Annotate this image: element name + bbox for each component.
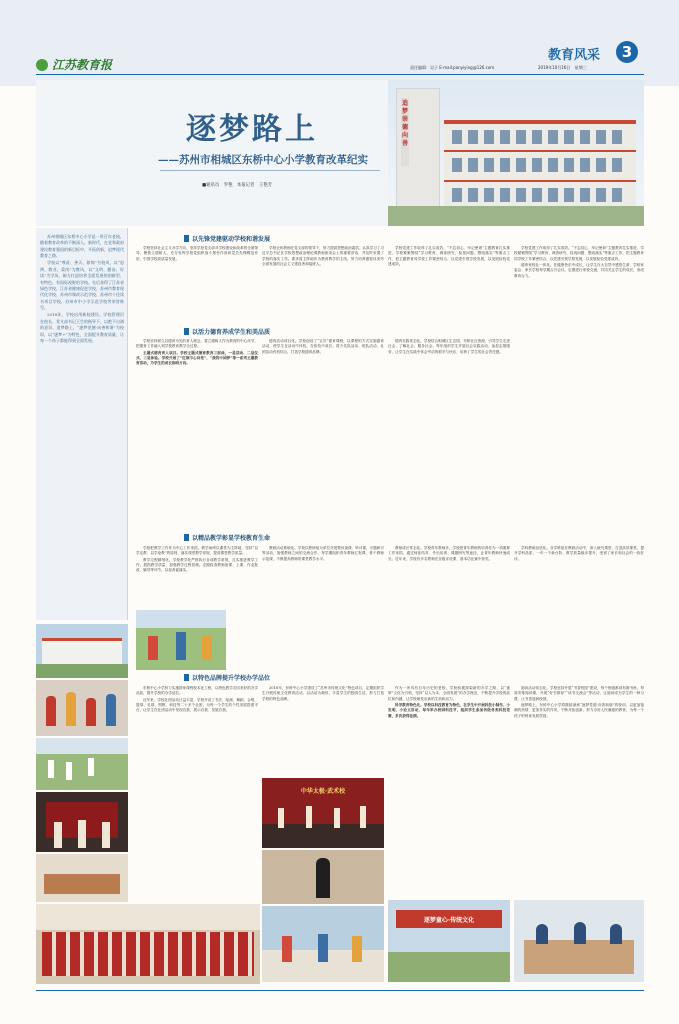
school-building-photo	[388, 80, 644, 226]
section-heading-text: 以精品教学彰显学校教育生命	[192, 534, 271, 542]
section3-col2	[262, 546, 384, 646]
body-paragraph: 学校党建工作取得了扎实成效。“不忘初心、牢记使命”主题教育扎实推进，学校紧紧围绕“学习教育、调查研究、检视问题、整改落实”等重点工作，把主题教育同学校工作紧密结合，以党建引领学校发展，以发展检验党建成效。	[514, 246, 644, 261]
section-heading-text: 以先锋党建驱动学校和谐发展	[192, 235, 271, 243]
right-column-upper	[514, 246, 644, 529]
building-sign: 追梦崇德向善	[402, 100, 409, 147]
article-title: 逐梦路上	[186, 112, 318, 147]
stage-banner-text: 中华太极·武术校	[300, 788, 346, 795]
body-paragraph: 教师成长常态化。学校青年教师多，学校把青年教师的培养作为一项重要工作来抓，通过师徒结对、外出培训、课题研究等途径，让青年教师快速成长。近年来，学校有多名教师在各级评优课、基本功比赛中获奖。	[388, 546, 510, 561]
body-paragraph: 教研活动系统化。学校以教研组为单位开展集体备课、听评课、专题研讨等活动，加强教师之间的交流合作，每学期组织青年教师汇报课、骨干教师示范课，不断提高教师的课堂教学水平。	[262, 546, 384, 561]
body-paragraph: 阅读活动常态化。学校坚持开展“书香校园”建设，每个班级都设有图书角，每周安排阅读课，开展“好书推荐”“读书交流会”等活动，让阅读成为学生的一种习惯，让书香浸润校园。	[514, 686, 644, 701]
sports-field-photo	[36, 738, 128, 790]
body-paragraph: 学校党建工作取得了扎实成效。“不忘初心、牢记使命”主题教育扎实推进，学校紧紧围绕“学习教育、调查研究、检视问题、整改落实”等重点工作，把主题教育同学校工作紧密结合，以党建引领学校发展，以发展检验党建成效。	[388, 246, 510, 267]
section-heading-text: 以特色品牌提升学校办学品位	[192, 674, 271, 682]
campus-photo	[36, 624, 128, 678]
section3-col3	[388, 546, 510, 646]
students-dance-photo	[36, 680, 128, 736]
section-heading-text: 以活力德育养成学生和美品质	[192, 328, 271, 336]
logo-icon	[36, 59, 48, 71]
classroom-photo	[514, 900, 644, 982]
section4-col1	[136, 686, 258, 914]
heading-marker	[184, 534, 189, 541]
section1-col1	[136, 246, 258, 324]
editor-line: 责任编辑：吴子 E-mail:panyiying@126.com	[410, 65, 495, 70]
body-paragraph: 2018年，东桥中心小学建设了“苏州市传统文化”特色项目，定期组织学生开展传统文化教育活动，以活动为载体，丰富学生的校园生活，努力打造学校的特色品牌。	[262, 686, 384, 701]
body-paragraph: 近年来，学校社团活动日益丰富，学校开设了书法、绘画、舞蹈、合唱、篮球、足球、围棋、科技等二十多个社团，为每一个学生的个性发展搭建平台，让学生在社团活动中发现自我、展示自我、发展自我。	[136, 697, 258, 713]
orchard-photo	[136, 610, 226, 670]
heading-marker	[184, 235, 189, 242]
section1-col3	[388, 246, 510, 324]
section3-col4	[514, 546, 644, 646]
intro-paragraph: 苏州相城区东桥中心小学是一所百年老校，随着教育改革的不断深入，新时代，在党和政府建设教育强国的新目标中，开拓创新，追梦现代教育之路。	[40, 234, 124, 259]
section4-col4	[514, 686, 644, 896]
body-paragraph: 逐梦路上，东桥中心小学将继续秉承“逐梦党德·向善和谐”的校训，以更加饱满的热情、更加务实的作风，不断开拓创新，努力办好人民满意的教育，为每一个孩子的终身发展奠基。	[514, 703, 644, 718]
subtitle-rule	[160, 170, 380, 171]
masthead-date	[538, 65, 587, 71]
body-paragraph: 科学教育特色化。学校以科技教育为特色，在学生中开展科技小制作、小发明、小论文活动，每年举办校园科技节，组织学生参加各级各类科技竞赛，多次获得佳绩。	[388, 703, 510, 718]
section2-col1	[136, 339, 258, 529]
body-paragraph: 学校坚持社会主义办学方向，坚持学校党支部对学校建设和改革的全面领导，聚焦立德树人，充分发挥学校党组织战斗堡垒作用和党员先锋模范作用，引领学校高质量发展。	[136, 246, 258, 261]
section-label: 教育风采	[548, 48, 601, 63]
body-paragraph: 作为一所具有百年历史的老校，学校积极探索新的办学之路，以“逐梦”文化为引领，坚持“以人为本、全面发展”的办学理念，不断提升学校的品位和内涵，让学校焕发出新的生机和活力。	[388, 686, 510, 701]
byline: ■通讯员 罗艳 本报记者 王艳芳	[202, 183, 273, 188]
masthead-logo: 江苏教育报	[36, 56, 112, 73]
section-heading	[184, 532, 270, 542]
intro-column	[40, 234, 124, 616]
student-group-photo	[36, 904, 260, 984]
section-heading	[184, 326, 270, 336]
body-paragraph: 德育实践常态化。学校结合相城区生态园、东桥社区资源，引导学生走进社会、了解社会、服务社会。每年组织学生开展社会实践活动，参加志愿服务，让学生在实践中体会劳动的艰辛与快乐，培养了学生的社会责任感。	[388, 339, 510, 354]
performer-photo	[262, 850, 384, 904]
stage-event-photo	[262, 778, 384, 848]
body-paragraph: 学校全体教师在党支部的领导下，努力提高思想政治素质，认真学习了习近平总书记在学校思想政治理论课教师座谈会上的重要讲话，并及时布置了学校的落实工作。要求将主阵地作为教育教学的主线，努力培养德智体美劳全面发展的社会主义建设者和接班人。	[262, 246, 384, 267]
section1-col2	[262, 246, 384, 324]
masthead-rule	[36, 74, 644, 75]
article-subtitle: ——苏州市相城区东桥中心小学教育改革纪实	[158, 154, 368, 166]
stage-performance-photo	[36, 792, 128, 852]
body-paragraph: 主题式德育育人项目。学校主题式德育教育三部曲，一是活动、二是仪式、三是体验。学校开展了“红领巾心向党”、“我的中国梦”等一系列主题教育活动，为学生的成长指明方向。	[136, 350, 258, 366]
calligraphy-class-photo	[36, 854, 128, 902]
date-text: 2019年10月16日	[538, 65, 571, 70]
body-paragraph: 学校把教学工作作为中心工作来抓，教学始终以课堂为主阵地，坚持“以学定教、以学论教”的原则，落实课堂教学常规，提高课堂教学质量。	[136, 546, 258, 556]
outdoor-event-photo	[388, 900, 510, 982]
section-heading	[184, 233, 270, 243]
section4-col3	[388, 686, 510, 896]
body-paragraph: 东桥中心小学努力实施国家课程校本化工程，以特色教学走向美好的办学品质，提升学校的办学品位。	[136, 686, 258, 696]
body-paragraph: 学科教研品质化。各学科组在教研活动中，深入研究课堂，打造高效课堂，提升学科品质，一年一个新台阶，教学质量稳步提升，受到了家长和社会的一致好评。	[514, 546, 644, 561]
body-paragraph: 德育家校社一体化。在健康快乐中成长，让学生在大自然中感悟生命，学校家委会、家长学校每学期召开会议，定期进行家校交流，共同关注学生的成长，形成教育合力。	[514, 263, 644, 278]
body-paragraph: 教学过程精细化。学校教学处严格执行各项教学常规，扎实推进教学工作，狠抓教学质量，加强教学过程管理。定期检查教师备课、上课、作业批改、辅导等环节，以检查促落实。	[136, 557, 258, 573]
activity-photo	[262, 906, 384, 982]
body-paragraph: 学校坚持树立以德育为先的育人理念，将立德树人作为教育的中心环节，把德育工作融入到学校教育教学全过程。	[136, 339, 258, 349]
intro-paragraph: 2018年，学校启用新校建设。学校管理层在校长、党支部书记王生的指导下，以绝不自满的意识，追梦路上，“逐梦党德·向善和谐”为校训，以“逐梦+”为特色，全面提升教育质量，让每一个孩子都能得到全面发展。	[40, 312, 124, 344]
weekday-text: 星期三	[574, 65, 587, 70]
section-heading	[184, 672, 270, 682]
section2-col2	[262, 339, 384, 529]
body-paragraph: 德育活动项目化。学校创设了“宝贝”德育课程，以课程的方式实施德育活动，使学生在活动中体验、在体验中成长。将少先队活动、班队活动、社团活动有机结合，打造学校德育品牌。	[262, 339, 384, 354]
bottom-rule	[36, 990, 644, 991]
page-number-badge: 3	[616, 41, 638, 63]
heading-marker	[184, 328, 189, 335]
intro-paragraph: 学校以“尊苗、善天、如锦”为校风，以“思辨、教业、爱岗”为教风，以“文明、勤奋、好读”为学风，倾力打造培养全面发展的创新型、有特色、有国际视野的学校。先后获得了江苏省绿色学校、江苏省健康促进学校、苏州市教育现代化学校、苏州市课改示范学校、苏州市十佳读书项目学校、苏州市中小学示范学校等荣誉称号。	[40, 260, 124, 311]
section2-col3	[388, 339, 510, 529]
section4-col2	[262, 686, 384, 774]
heading-marker	[184, 674, 189, 681]
outdoor-banner-text: 逐梦童心·传统文化	[396, 910, 502, 928]
